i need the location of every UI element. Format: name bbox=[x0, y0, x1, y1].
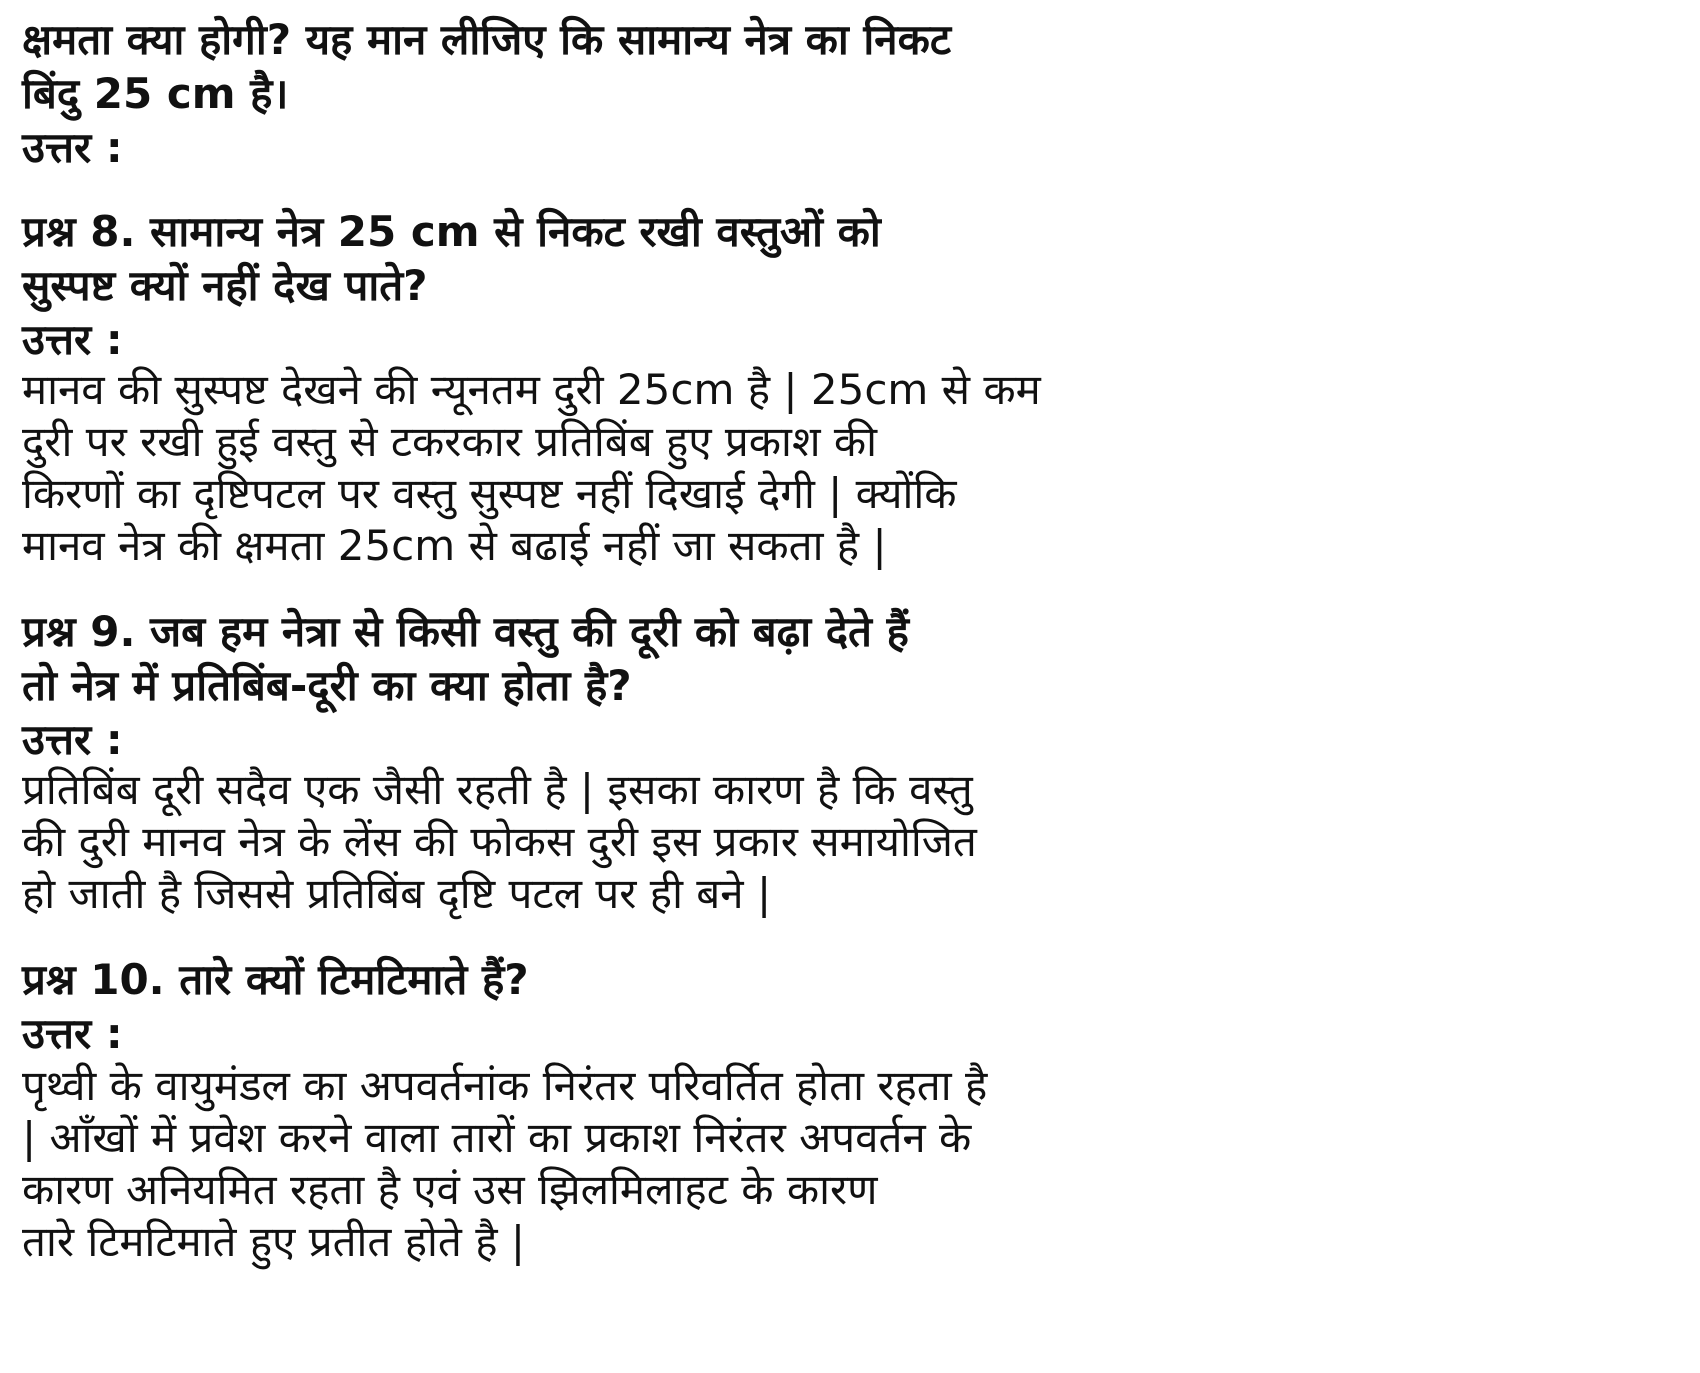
question-8-line: सुस्पष्ट क्यों नहीं देख पाते? bbox=[22, 261, 428, 310]
answer-8-line: किरणों का दृष्टिपटल पर वस्तु सुस्पष्ट नहीं दिखाई देगी | क्योंकि bbox=[22, 469, 957, 518]
answer-8-line: मानव नेत्र की क्षमता 25cm से बढाई नहीं जा सकता है | bbox=[22, 521, 887, 570]
answer-10-line: तारे टिमटिमाते हुए प्रतीत होते है | bbox=[22, 1217, 525, 1266]
answer-9-line: प्रतिबिंब दूरी सदैव एक जैसी रहती है | इसका कारण है कि वस्तु bbox=[22, 765, 973, 814]
question-text-line: क्षमता क्या होगी? यह मान लीजिए कि सामान्य नेत्र का निकट bbox=[22, 15, 952, 64]
answer-10-line: पृथ्वी के वायुमंडल का अपवर्तनांक निरंतर परिवर्तित होता रहता है bbox=[22, 1061, 988, 1110]
answer-9-line: हो जाती है जिससे प्रतिबिंब दृष्टि पटल पर ही बने | bbox=[22, 869, 772, 918]
question-9-line: प्रश्न 9. जब हम नेत्रा से किसी वस्तु की दूरी को बढ़ा देते हैं bbox=[22, 607, 909, 656]
answer-label: उत्तर : bbox=[22, 1009, 123, 1058]
answer-9-line: की दुरी मानव नेत्र के लेंस की फोकस दुरी इस प्रकार समायोजित bbox=[22, 817, 977, 866]
question-10-line: प्रश्न 10. तारे क्यों टिमटिमाते हैं? bbox=[22, 955, 529, 1004]
answer-10-line: | आँखों में प्रवेश करने वाला तारों का प्रकाश निरंतर अपवर्तन के bbox=[22, 1113, 972, 1162]
answer-8-line: दुरी पर रखी हुई वस्तु से टकरकार प्रतिबिंब हुए प्रकाश की bbox=[22, 417, 877, 466]
answer-label: उत्तर : bbox=[22, 315, 123, 364]
question-9-line: तो नेत्र में प्रतिबिंब-दूरी का क्या होता है? bbox=[22, 661, 632, 710]
answer-8-line: मानव की सुस्पष्ट देखने की न्यूनतम दुरी 25cm है | 25cm से कम bbox=[22, 365, 1041, 414]
answer-label: उत्तर : bbox=[22, 715, 123, 764]
question-8-line: प्रश्न 8. सामान्य नेत्र 25 cm से निकट रखी वस्तुओं को bbox=[22, 207, 881, 256]
answer-10-line: कारण अनियमित रहता है एवं उस झिलमिलाहट के कारण bbox=[22, 1165, 878, 1214]
answer-label: उत्तर : bbox=[22, 123, 123, 172]
question-text-line: बिंदु 25 cm है। bbox=[22, 69, 289, 118]
